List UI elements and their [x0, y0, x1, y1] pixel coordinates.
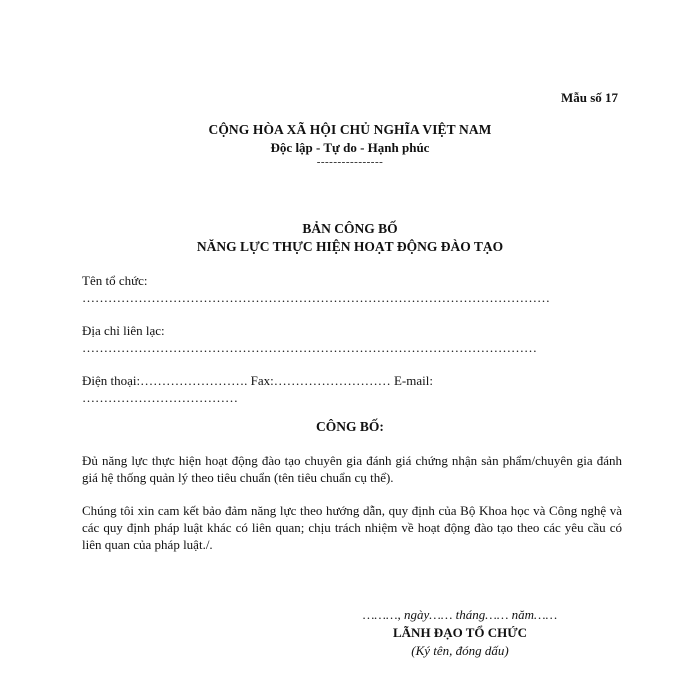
- email-blank: ………………………………: [82, 390, 238, 405]
- address-blank: ……………………………………………………………………………………………: [82, 340, 537, 355]
- commitment-statement: Chúng tôi xin cam kết bảo đảm năng lực theo hướng dẫn, quy định của Bộ Khoa học và Công nghệ và các quy định pháp luật khác có liên quan; chịu trách nhiệm về hoạt động đào tạo theo các yêu cầu có liên quan của pháp luật./.: [82, 503, 622, 552]
- document-title-line-1: BẢN CÔNG BỐ: [302, 221, 398, 236]
- nation-name: CỘNG HÒA XÃ HỘI CHỦ NGHĨA VIỆT NAM: [208, 122, 492, 137]
- date-line: ………, ngày…… tháng…… năm……: [362, 607, 558, 622]
- signer-title: LÃNH ĐẠO TỔ CHỨC: [393, 625, 527, 640]
- address-label: Địa chỉ liên lạc:: [82, 323, 165, 338]
- signature-note: (Ký tên, đóng dấu): [411, 643, 509, 658]
- org-name-blank: ………………………………………………………………………………………………: [82, 290, 550, 305]
- org-name-label: Tên tổ chức:: [82, 273, 148, 288]
- signature-block: [330, 606, 590, 660]
- contact-line: Điện thoại:……………………. Fax:……………………… E-mail:: [82, 373, 433, 388]
- national-header: [0, 122, 700, 168]
- org-name-field: [82, 272, 622, 306]
- contact-field: [82, 372, 622, 406]
- national-motto: Độc lập - Tự do - Hạnh phúc: [270, 140, 430, 155]
- header-divider: ----------------: [316, 156, 384, 168]
- capability-statement: Đủ năng lực thực hiện hoạt động đào tạo chuyên gia đánh giá chứng nhận sản phẩm/chuyên gia đánh giá hệ thống quản lý theo tiêu chuẩn (tên tiêu chuẩn cụ thể).: [82, 453, 622, 485]
- form-number: Mẫu số 17: [560, 90, 618, 105]
- section-heading: CÔNG BỐ:: [316, 419, 384, 434]
- document-title-line-2: NĂNG LỰC THỰC HIỆN HOẠT ĐỘNG ĐÀO TẠO: [196, 239, 504, 254]
- address-field: [82, 322, 622, 356]
- document-title: [0, 220, 700, 256]
